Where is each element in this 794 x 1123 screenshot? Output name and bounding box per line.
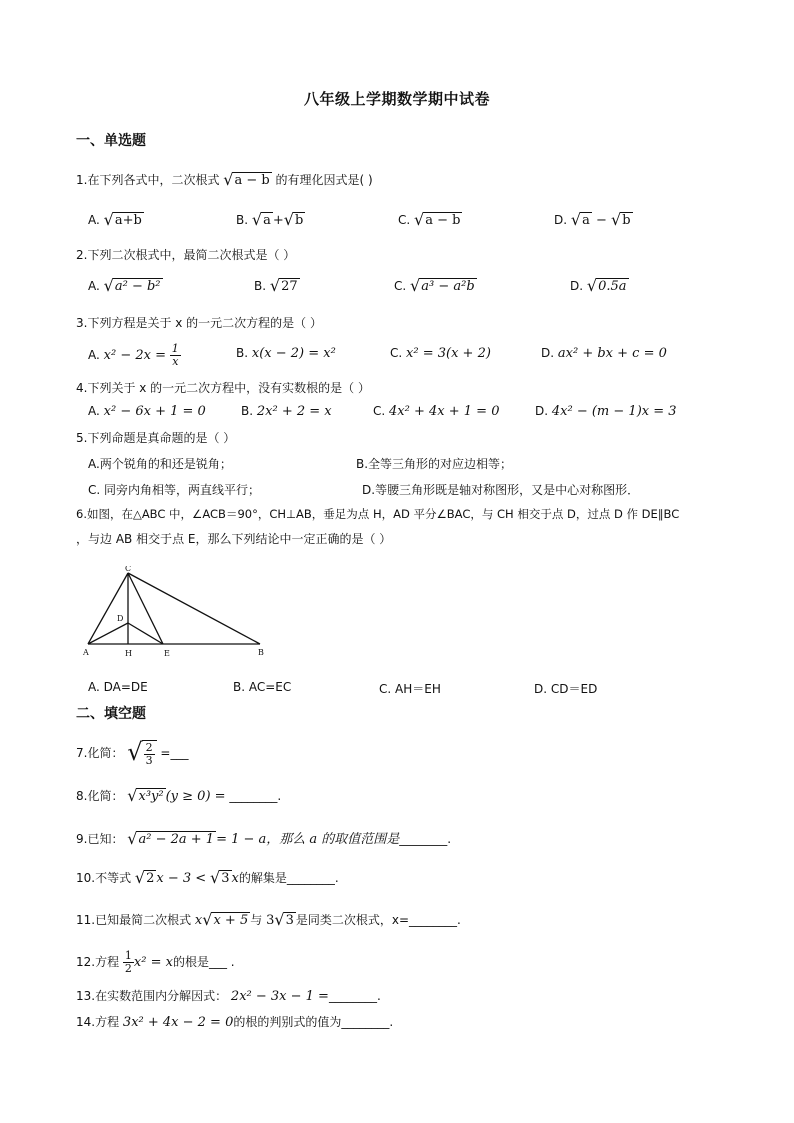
question-4: 4.下列关于 x 的一元二次方程中，没有实数根的是（ ） <box>76 381 370 395</box>
q3-option-d[interactable]: D. ax² + bx + c = 0 <box>541 346 667 361</box>
q5-option-d[interactable]: D.等腰三角形既是轴对称图形，又是中心对称图形． <box>362 483 640 497</box>
label-h: H <box>125 649 132 658</box>
q6-option-d[interactable]: D. CD＝ED <box>534 682 598 696</box>
q4-option-a[interactable]: A. x² − 6x + 1 = 0 <box>88 404 206 419</box>
section-fill-blank: 二、填空题 <box>76 706 146 722</box>
question-11: 11.已知最简二次根式 x √ x + 5 与 3 √ 3 是同类二次根式，x=________. <box>76 910 461 930</box>
q2-option-c[interactable]: C. √ a³ − a²b <box>394 276 475 295</box>
page-title: 八年级上学期数学期中试卷 <box>303 90 490 108</box>
label-a: A <box>83 648 89 657</box>
q5-option-c[interactable]: C. 同旁内角相等，两直线平行； <box>88 483 261 497</box>
label-c: C <box>125 566 132 573</box>
q1-option-a[interactable]: A. √ a+b <box>88 210 142 229</box>
question-5: 5.下列命题是真命题的是（ ） <box>76 431 236 445</box>
q1-tail: 的有理化因式是( ) <box>275 173 373 187</box>
q1-option-c[interactable]: C. √ a − b <box>398 210 461 229</box>
question-6-line-2: ，与边 AB 相交于点 E，那么下列结论中一定正确的是（ ） <box>76 532 392 546</box>
triangle-figure <box>80 566 280 662</box>
label-b: B <box>258 648 264 657</box>
q5-option-b[interactable]: B.全等三角形的对应边相等； <box>356 457 513 471</box>
q5-option-a[interactable]: A.两个锐角的和还是锐角； <box>88 457 232 471</box>
q6-option-a[interactable]: A. DA=DE <box>88 680 148 694</box>
q3-option-a[interactable]: A. x² − 2x = $\frac{1}{x}$ <box>88 342 179 369</box>
q6-option-c[interactable]: C. AH＝EH <box>379 682 441 696</box>
question-9: 9.已知： √ a² − 2a + 1 = 1 − a，那么 a 的取值范围是________. <box>76 829 452 849</box>
q2-option-a[interactable]: A. √ a² − b² <box>88 276 161 295</box>
label-d: D <box>117 614 124 623</box>
question-8: 8.化简： √ x³y² (y ≥ 0) = ________. <box>76 786 282 806</box>
q1-radical: √ a − b <box>223 170 270 190</box>
question-7: 7.化简： √ $\frac{2}{3}$ =___ <box>76 738 189 768</box>
q6-option-b[interactable]: B. AC=EC <box>233 680 292 694</box>
question-6-line-1: 6.如图，在△ABC 中，∠ACB＝90°，CH⊥AB，垂足为点 H，AD 平分∠BAC，与 CH 相交于点 D，过点 D 作 DE∥BC <box>76 507 680 521</box>
q2-option-b[interactable]: B. √ 27 <box>254 276 298 295</box>
question-1 <box>76 171 373 189</box>
q4-option-d[interactable]: D. 4x² − (m − 1)x = 3 <box>535 404 677 419</box>
q1-option-d[interactable]: D. √ a − √ b <box>554 210 631 229</box>
question-13: 13.在实数范围内分解因式： 2x² − 3x − 1 =________. <box>76 989 381 1004</box>
q2-option-d[interactable]: D. √ 0.5a <box>570 276 627 295</box>
question-12: 12.方程 $\frac{1}{2}$ x² = x的根是___ . <box>76 949 235 976</box>
q3-option-b[interactable]: B. x(x − 2) = x² <box>236 346 336 361</box>
q4-option-c[interactable]: C. 4x² + 4x + 1 = 0 <box>373 404 500 419</box>
q1-stem: 1.在下列各式中，二次根式 <box>76 173 220 187</box>
question-3: 3.下列方程是关于 x 的一元二次方程的是（ ） <box>76 316 322 330</box>
question-2: 2.下列二次根式中，最简二次根式是（ ） <box>76 248 296 262</box>
q4-option-b[interactable]: B. 2x² + 2 = x <box>241 404 332 419</box>
label-e: E <box>164 649 170 658</box>
section-single-choice: 一、单选题 <box>76 133 146 149</box>
q1-option-b[interactable]: B. √ a + √ b <box>236 210 304 229</box>
q3-option-c[interactable]: C. x² = 3(x + 2) <box>390 346 491 361</box>
question-10: 10.不等式 √ 2 x − 3 < √ 3 x的解集是________. <box>76 868 339 888</box>
question-14: 14.方程 3x² + 4x − 2 = 0的根的判别式的值为________. <box>76 1015 394 1030</box>
